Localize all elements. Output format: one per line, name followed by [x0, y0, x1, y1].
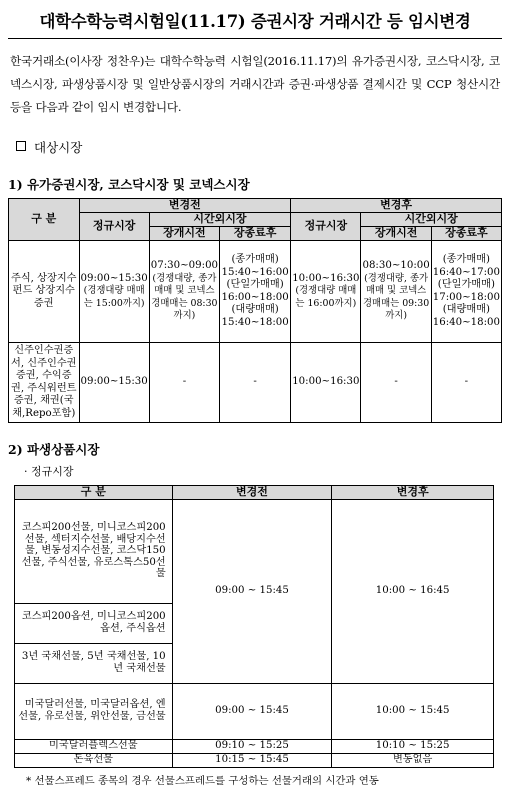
header-before: 변경전 — [79, 199, 291, 213]
header-offhours-after: 시간외시장 — [361, 213, 502, 227]
section1-heading: 1) 유가증권시장, 코스닥시장 및 코넥스시장 — [8, 177, 250, 192]
cell: 10:00~16:30 — [291, 343, 361, 423]
cell-note: (경쟁대량, 종가매매 및 코넥스 경매매는 08:30까지) — [151, 272, 218, 322]
cell: - — [431, 343, 501, 423]
cell — [220, 241, 291, 343]
cell-time: (종가매매) 16:40~17:00 — [432, 254, 500, 278]
cell-time: (단일가매매) 16:00~18:00 — [221, 279, 289, 303]
cell — [79, 241, 149, 343]
section-target — [16, 138, 82, 156]
page-title: 대학수학능력시험일(11.17) 증권시장 거래시간 등 임시변경 — [39, 12, 471, 31]
header-post-after: 장종료후 — [431, 227, 501, 241]
table-row — [15, 499, 494, 603]
header-pre-after: 장개시전 — [361, 227, 431, 241]
cell: 09:00~15:30 — [79, 343, 149, 423]
regular-market-bullet: · 정규시장 — [24, 465, 74, 478]
footnote: * 선물스프레드 종목의 경우 선물스프레드를 구성하는 선물거래의 시간과 연동 — [26, 775, 379, 787]
cell-time: 10:00~16:30 — [292, 272, 360, 284]
cell — [361, 241, 431, 343]
row-label: 미국달러플렉스선물 — [15, 739, 173, 753]
cell — [149, 241, 219, 343]
header-regular-after: 정규시장 — [291, 213, 361, 241]
row-label-bonds: 신주인수권증서, 신주인수권증권, 수익증권, 주식워런트증권, 채권(국채,Repo포함) — [9, 343, 80, 423]
section-target-label: 대상시장 — [34, 140, 83, 155]
header-before: 변경전 — [172, 486, 332, 500]
cell-time: 08:30~10:00 — [362, 260, 430, 272]
table-row — [9, 241, 502, 343]
cell: 변동없음 — [332, 753, 494, 767]
cell-note: (경쟁대량, 종가매매 및 코넥스 경매매는 09:30까지) — [362, 272, 430, 322]
cell-time: 07:30~09:00 — [150, 260, 219, 272]
row-label: 코스피200옵션, 미니코스피200옵션, 주식옵션 — [15, 603, 173, 643]
cell: - — [149, 343, 219, 423]
title-rule — [8, 38, 502, 39]
cell-time: (종가매매) 15:40~16:00 — [221, 254, 289, 278]
row-label: 3년 국채선물, 5년 국채선물, 10년 국채선물 — [15, 643, 173, 683]
row-label: 코스피200선물, 미니코스피200선물, 섹터지수선물, 배당지수선물, 변동성지수선물, 코스닥150선물, 주식선물, 유로스톡스50선물 — [15, 499, 173, 603]
header-offhours-before: 시간외시장 — [149, 213, 290, 227]
header-after: 변경후 — [332, 486, 494, 500]
cell-note: (경쟁대량 매매는 15:00까지) — [83, 285, 145, 309]
cell: 09:00 ~ 15:45 — [172, 499, 332, 683]
cell: 10:10 ~ 15:25 — [332, 739, 494, 753]
row-label: 돈육선물 — [15, 753, 173, 767]
table-row — [15, 753, 494, 767]
cell-note: (경쟁대량 매매는 16:00까지) — [295, 285, 357, 309]
header-pre-before: 장개시전 — [149, 227, 219, 241]
header-gubun: 구 분 — [15, 486, 173, 500]
header-after: 변경후 — [291, 199, 502, 213]
cell-time: (대량매매) 15:40~18:00 — [221, 304, 289, 328]
cell: - — [220, 343, 291, 423]
cell-time: (대량매매) 16:40~18:00 — [432, 304, 500, 328]
cell — [291, 241, 361, 343]
cell: 10:00 ~ 15:45 — [332, 683, 494, 739]
cell: 09:00 ~ 15:45 — [172, 683, 332, 739]
table-row — [15, 739, 494, 753]
header-post-before: 장종료후 — [220, 227, 291, 241]
derivatives-table — [14, 485, 494, 768]
header-gubun: 구 분 — [9, 199, 80, 241]
square-bullet-icon — [16, 141, 26, 151]
cell — [431, 241, 501, 343]
cell: - — [361, 343, 431, 423]
row-label: 미국달러선물, 미국달러옵션, 엔선물, 유로선물, 위안선물, 금선물 — [15, 683, 173, 739]
row-label-stocks: 주식, 상장지수펀드 상장지수증권 — [9, 241, 80, 343]
intro-paragraph: 한국거래소(이사장 정찬우)는 대학수학능력 시험일(2016.11.17)의 유가증권시장, 코스닥시장, 코넥스시장, 파생상품시장 및 일반상품시장의 거래시간과 증권·파생상품 결제시간 및 CCP 청산시간 등을 다음과 같이 임시 변경합니다. — [10, 54, 500, 114]
header-regular-before: 정규시장 — [79, 213, 149, 241]
table-row — [15, 683, 494, 739]
section2-heading: 2) 파생상품시장 — [8, 442, 100, 457]
cell: 10:15 ~ 15:45 — [172, 753, 332, 767]
cell-time: 09:00~15:30 — [80, 272, 148, 284]
cell: 09:10 ~ 15:25 — [172, 739, 332, 753]
table-row — [9, 343, 502, 423]
cell-time: (단일가매매) 17:00~18:00 — [432, 279, 500, 303]
stock-market-table — [8, 198, 502, 423]
cell: 10:00 ~ 16:45 — [332, 499, 494, 683]
